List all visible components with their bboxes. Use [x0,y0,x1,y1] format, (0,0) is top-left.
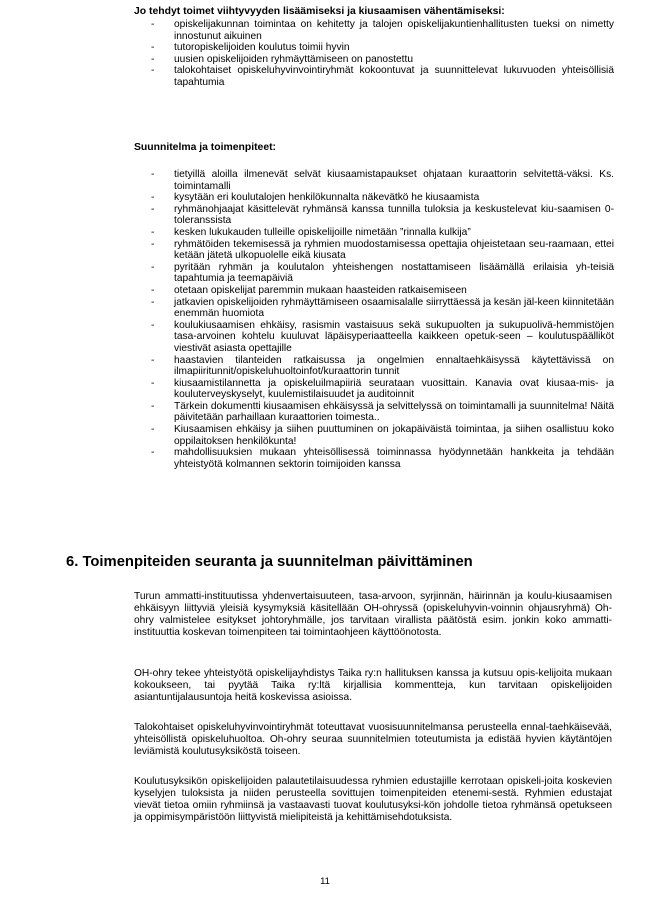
list-dash: - [151,169,155,180]
list-dash: - [151,400,155,412]
section-paragraph: Turun ammatti-instituutissa yhdenvertaisuuteen, tasa-arvoon, syrjinnän, häirinnän ja koulu-kiusaamisen ehkäisyyn liittyviä yleisiä kysymyksiä käsitellään OH-ohryssä (opiskeluhyvin-voinnin ohjausryhmä) Oh-ohry valmistelee esitykset johtoryhmälle, jos tarvitaan virallista päätöstä esim. jonkin koko ammatti- instituuttia koskevan toimenpiteen tai toimintaohjeen käyttöönotosta. [134,591,612,638]
list-item: - kesken lukukauden tulleille opiskelijoille nimetään ”rinnalla kulkija” [151,226,471,238]
list-dash: - [151,377,155,389]
list-dash: - [151,203,155,215]
section-paragraph: OH-ohry tekee yhteistyötä opiskelijayhdistys Taika ry:n hallituksen kanssa ja kutsuu opis-kelijoita mukaan kokoukseen, tai pyytää Taika ry:ltä kirjallisia kommentteja, kun tarvitaan opiskelijoiden asiantuntijalausuntoja heitä koskevissa asioissa. [134,668,612,703]
list-dash: - [151,226,155,238]
list-dash: - [151,447,155,459]
list-dash: - [151,319,155,331]
list-item: - tutoropiskelijoiden koulutus toimii hyvin [151,42,350,54]
list-item: - mahdollisuuksien mukaan yhteisöllisessä toiminnassa hyödynnetään hankkeita ja tehdään yhteistyötä kolmannen sektorin toimijoiden kanssa [151,447,614,470]
list-item: - kiusaamistilannetta ja opiskeluilmapiiriä seurataan vuosittain. Kanavia ovat kiusaa-mis- ja kouluterveyskyselyt, kuulemistilaisuudet ja auditoinnit [151,377,614,401]
list-item: - jatkavien opiskelijoiden ryhmäyttämiseen osaamisalalle siirryttäessä ja kesän jäl-keen kiinnitetään enemmän huomiota [151,296,614,320]
list-item: - haastavien tilanteiden ratkaisussa ja ongelmien ennaltaehkäisyssä käytettävissä on ilmapiiritunnit/opiskeluhuoltoinfot/kuraattorin tunnit [151,354,614,378]
plan-list [134,169,614,470]
list-dash: - [151,261,155,273]
list-item: - talokohtaiset opiskeluhyvinvointiryhmät kokoontuvat ja suunnittelevat lukuvuoden yhteisöllisiä tapahtumia [151,65,614,88]
list-item: - ryhmänohjaajat käsittelevät ryhmänsä kanssa tunnilla tuloksia ja keskustelevat kiu-saamisen 0-toleranssista [151,203,614,227]
list-dash: - [151,65,155,77]
list-dash: - [151,284,155,296]
list-dash: - [151,296,155,308]
list-item: - Tärkein dokumentti kiusaamisen ehkäisyssä ja selvittelyssä on toimintamalli ja suunnitelma! Näitä päivitetään parhaillaan kuraattorien toimesta.. [151,400,614,424]
list-dash: - [151,53,155,65]
section-heading: 6. Toimenpiteiden seuranta ja suunnitelman päivittäminen [66,554,473,570]
list-item: - kysytään eri koulutalojen henkilökunnalta näkevätkö he kiusaamista [151,192,480,204]
list-dash: - [151,354,155,366]
list-item: - otetaan opiskelijat paremmin mukaan haasteiden ratkaisemiseen [151,284,467,296]
list-dash: - [151,42,155,54]
list-dash: - [151,424,155,436]
list-item: - uusien opiskelijoiden ryhmäyttämiseen on panostettu [151,53,413,65]
section-paragraph: Koulutusyksikön opiskelijoiden palautetilaisuudessa ryhmien edustajille kerrotaan opiskeli-joita koskevien kyselyjen tuloksista ja niiden perusteella sovittujen toimenpiteiden etenemi-sestä. Ryhmien edustajat vievät tietoa omiin ryhmiinsä ja vastaavasti tuovat koulutusyksi-kön johdolle tietoa ryhmänsä opetukseen ja oppimisympäristöön liittyvistä mielipiteistä ja kehittämisehdotuksista. [134,776,612,823]
actions-done-list [134,19,614,89]
list-dash: - [151,238,155,250]
section-paragraph: Talokohtaiset opiskeluhyvinvointiryhmät toteuttavat vuosisuunnitelmansa perusteella ennal-taehkäisevää, yhteisöllistä opiskeluhuoltoa. Oh-ohry seuraa suunnitelmien toteutumista ja edistää hyvien käytäntöjen leviämistä koulutusyksiköstä toiseen. [134,722,612,757]
list-item: - koulukiusaamisen ehkäisy, rasismin vastaisuus sekä sukupuolten ja sukupuolivä-hemmistöjen tasa-arvoinen kohtelu kuuluvat läpäisyperiaatteella kaikkeen opetuk-seen – koulutuspäälliköt viestivät asiasta opettajille [151,319,614,354]
list-item: - Kiusaamisen ehkäisy ja siihen puuttuminen on jokapäiväistä toimintaa, ja siihen osallistuu koko oppilaitoksen henkilökunta! [151,424,614,447]
actions-done-heading: Jo tehdyt toimet viihtyvyyden lisäämiseksi ja kiusaamisen vähentämiseksi: [134,6,505,17]
plan-heading: Suunnitelma ja toimenpiteet: [134,142,277,153]
page-number: 11 [320,876,330,887]
list-item: - tietyillä aloilla ilmenevät selvät kiusaamistapaukset ohjataan kuraattorin selvitettä-väksi. Ks. toimintamalli [151,169,614,192]
list-dash: - [151,19,155,30]
list-dash: - [151,192,155,204]
list-item: - ryhmätöiden tekemisessä ja ryhmien muodostamisessa opettajia ohjeistetaan seu-raamaan, ettei ketään jätetä ulkopuolelle eikä kiusata [151,238,614,262]
list-item: - pyritään ryhmän ja koulutalon yhteishengen nostattamiseen lisäämällä erilaisia yh-teisiä tapahtumia ja teemapäiviä [151,261,614,285]
list-item: - opiskelijakunnan toimintaa on kehitetty ja talojen opiskelijakuntienhallitusten tueksi on nimetty innostunut aikuinen [151,19,614,42]
